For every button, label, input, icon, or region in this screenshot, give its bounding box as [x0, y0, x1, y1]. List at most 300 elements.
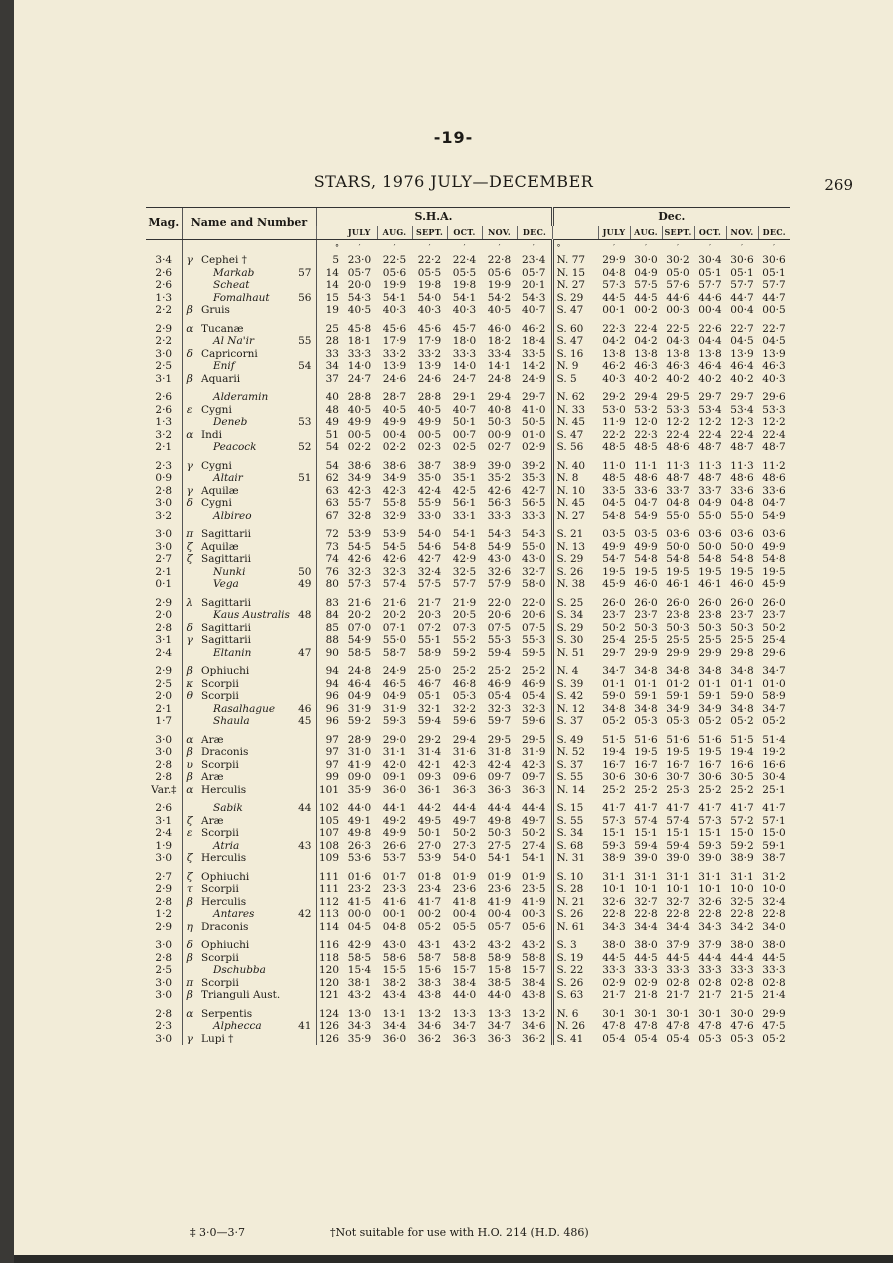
dec-minutes: 10·1 [602, 883, 626, 895]
star-name: Scorpii [201, 677, 239, 690]
sha-minutes: 46·5 [382, 677, 407, 690]
sha-minutes: 54·3 [522, 528, 546, 540]
sha-minutes: 13·9 [417, 360, 442, 372]
sha-minutes: 43·2 [347, 989, 372, 1001]
sha-minutes: 13·0 [347, 1007, 372, 1020]
star-name: Vega [213, 578, 239, 590]
dec-minutes: 19·4 [602, 746, 626, 758]
sha-minutes: 57·4 [382, 578, 407, 590]
dec-minutes: 33·6 [730, 484, 754, 497]
sha-minutes: 46·9 [487, 677, 512, 690]
dec-degrees: S. 37 [552, 759, 598, 772]
star-row [146, 815, 790, 828]
sha-minutes: 55·3 [487, 634, 512, 646]
star-magnitude: 2·4 [155, 646, 173, 659]
dec-degrees: N. 10 [552, 485, 598, 498]
dec-minutes: 49·9 [762, 540, 786, 553]
sha-minutes: 50·5 [522, 416, 546, 428]
sha-minutes: 41·9 [522, 895, 546, 908]
sha-minutes: 00·3 [522, 908, 546, 920]
sha-minutes: 07·5 [522, 621, 546, 634]
star-row [146, 690, 790, 703]
sha-minutes: 38·6 [347, 459, 372, 472]
dec-minutes: 31·1 [602, 870, 626, 883]
dec-minutes: 05·2 [762, 1032, 786, 1045]
star-number [290, 771, 316, 784]
star-name: Scorpii [201, 883, 239, 895]
dec-minutes: 50·0 [666, 540, 690, 553]
dec-minutes: 00·3 [666, 304, 690, 316]
dec-minutes: 54·8 [730, 553, 754, 565]
star-number [290, 429, 316, 442]
dec-minutes: 30·5 [730, 771, 754, 783]
dec-minutes: 16·6 [762, 758, 786, 771]
dec-minutes: 12·3 [730, 416, 754, 428]
sha-minutes: 27·4 [522, 839, 546, 852]
dec-degrees: S. 49 [552, 734, 598, 747]
dec-degrees: N. 12 [552, 703, 598, 716]
dec-minutes: 25·2 [698, 783, 722, 796]
star-bayer-letter: α [182, 1008, 197, 1021]
dec-minutes: 50·3 [634, 621, 658, 634]
sha-minutes: 44·0 [487, 989, 512, 1001]
dec-degrees: S. 63 [552, 989, 598, 1002]
sha-minutes: 35·9 [347, 1032, 372, 1045]
dec-degrees: S. 3 [552, 939, 598, 952]
star-number [290, 254, 316, 267]
star-number: 50 [298, 565, 312, 578]
dec-minutes: 22·3 [602, 322, 626, 335]
dec-degrees: N. 52 [552, 746, 598, 759]
sha-degrees: 97 [316, 746, 342, 759]
sha-minutes: 32·8 [347, 509, 372, 522]
sha-minutes: 27·0 [417, 839, 442, 852]
sha-minutes: 38·3 [417, 976, 442, 989]
sha-minutes: 01·7 [382, 870, 407, 883]
dec-minutes: 48·7 [698, 472, 722, 484]
star-number [290, 373, 316, 386]
dec-minutes: 19·5 [730, 565, 754, 578]
star-row [146, 759, 790, 772]
dec-minutes: 38·0 [634, 939, 658, 951]
sha-minutes: 33·3 [347, 347, 372, 360]
dec-minutes: 22·8 [730, 908, 754, 920]
dec-minutes: 29·5 [666, 391, 690, 403]
sha-minutes: 57·7 [452, 578, 477, 590]
star-magnitude: 2·3 [155, 459, 173, 472]
dec-minutes: 22·7 [762, 322, 786, 335]
dec-degrees: N. 62 [552, 391, 598, 404]
sha-minutes: 00·9 [487, 428, 512, 441]
sha-minutes: 43·2 [522, 939, 546, 951]
sha-minutes: 42·3 [382, 484, 407, 497]
star-name: Altair [213, 472, 243, 484]
dec-minutes: 53·2 [634, 403, 658, 416]
star-number [290, 597, 316, 610]
star-number [290, 871, 316, 884]
star-row [146, 1033, 790, 1046]
sha-minutes: 46·0 [487, 322, 512, 335]
dec-minutes: 34·8 [730, 665, 754, 677]
star-name: Serpentis [201, 1007, 253, 1020]
dec-minutes: 32·4 [762, 895, 786, 908]
dec-degrees: S. 21 [552, 528, 598, 541]
book-gutter [0, 0, 14, 1263]
star-number [290, 528, 316, 541]
dec-minutes: 33·3 [666, 964, 690, 976]
sha-minutes: 49·7 [522, 814, 546, 827]
star-bayer-letter: η [182, 921, 197, 934]
sha-minutes: 01·9 [487, 870, 512, 883]
sha-minutes: 59·6 [522, 715, 546, 727]
dec-minutes: 59·0 [730, 690, 754, 702]
dec-minutes: 29·9 [666, 646, 690, 659]
dec-month-header: NOV. [726, 226, 758, 240]
dec-minutes: 30·6 [730, 254, 754, 266]
sha-minutes: 34·7 [487, 1020, 512, 1032]
star-row [146, 665, 790, 678]
dec-degrees: N. 27 [552, 279, 598, 292]
sha-minutes: 40·8 [487, 403, 512, 416]
dec-minutes: 49·9 [634, 540, 658, 553]
dec-minutes: 23·8 [666, 609, 690, 621]
sha-minutes: 15·7 [522, 964, 546, 976]
sha-minutes: 29·4 [487, 391, 512, 403]
dec-minutes: 59·3 [698, 839, 722, 852]
dec-minutes: 30·0 [634, 254, 658, 266]
dec-minutes: 46·3 [666, 360, 690, 372]
dec-minutes: 54·8 [762, 553, 786, 565]
star-row [146, 429, 790, 442]
sha-minutes: 53·9 [382, 528, 407, 540]
star-name: Sagittarii [201, 553, 251, 565]
sha-minutes: 42·3 [522, 758, 546, 771]
dec-minutes: 31·1 [698, 870, 722, 883]
dec-minutes: 30·6 [602, 771, 626, 783]
sha-minutes: 13·3 [452, 1007, 477, 1020]
dec-minutes: 22·5 [666, 322, 690, 335]
star-bayer-letter [182, 840, 197, 853]
star-row [146, 254, 790, 267]
sha-minutes: 24·8 [487, 372, 512, 385]
sha-minutes: 29·5 [487, 733, 512, 746]
dec-degrees: S. 56 [552, 441, 598, 454]
star-bayer-letter: β [182, 896, 197, 909]
sha-minutes: 07·2 [417, 621, 442, 634]
dec-minutes: 05·4 [602, 1032, 626, 1045]
dec-minutes: 53·3 [666, 403, 690, 416]
dec-minutes: 10·1 [666, 883, 690, 895]
sha-degrees: 48 [316, 404, 342, 417]
star-magnitude: 2·6 [155, 403, 173, 416]
star-number [290, 964, 316, 977]
star-row [146, 939, 790, 952]
dec-minutes: 38·0 [602, 939, 626, 951]
sha-minutes: 49·9 [382, 827, 407, 839]
dec-minutes: 44·6 [698, 291, 722, 304]
sha-minutes: 21·9 [452, 596, 477, 609]
dec-minutes: 15·1 [602, 827, 626, 839]
dec-minutes: 02·8 [730, 976, 754, 989]
dec-minutes: 31·1 [634, 870, 658, 883]
dec-minutes: 33·7 [698, 484, 722, 497]
dec-minutes: 33·3 [698, 964, 722, 976]
star-row [146, 871, 790, 884]
star-number [290, 939, 316, 952]
dec-minutes: 46·0 [730, 578, 754, 590]
dec-minutes: 22·4 [762, 428, 786, 441]
star-row [146, 802, 790, 815]
dec-minutes: 04·4 [698, 335, 722, 347]
sha-minutes: 42·7 [522, 484, 546, 497]
sha-minutes: 59·4 [417, 715, 442, 727]
star-bayer-letter: γ [182, 485, 197, 498]
sha-minutes: 23·6 [487, 883, 512, 895]
sha-minutes: 58·5 [347, 646, 372, 659]
dec-minutes: 03·5 [602, 528, 626, 540]
dec-minutes: 59·1 [698, 690, 722, 702]
star-magnitude: 3·0 [155, 852, 173, 864]
sha-minutes: 01·8 [417, 870, 442, 883]
dec-minutes: 57·1 [762, 814, 786, 827]
sha-degrees: 72 [316, 528, 342, 541]
sha-minutes: 42·7 [417, 553, 442, 565]
star-bayer-letter: δ [182, 622, 197, 635]
sha-minutes: 21·6 [347, 596, 372, 609]
dec-minutes: 15·1 [666, 827, 690, 839]
dec-degrees: S. 42 [552, 690, 598, 703]
star-bayer-letter [182, 609, 197, 622]
sha-minutes: 43·8 [417, 989, 442, 1001]
minute-unit: ′ [645, 242, 647, 252]
sha-minutes: 55·9 [417, 497, 442, 509]
star-number [290, 734, 316, 747]
dec-minutes: 19·4 [730, 746, 754, 758]
dec-minutes: 10·0 [730, 883, 754, 895]
sha-minutes: 54·3 [522, 291, 546, 304]
dec-minutes: 25·4 [602, 634, 626, 646]
star-name: Capricorni [201, 347, 258, 360]
stars-table [146, 207, 790, 1045]
dec-minutes: 44·5 [762, 951, 786, 964]
star-row [146, 597, 790, 610]
dec-degrees: S. 22 [552, 964, 598, 977]
star-magnitude: 2·8 [155, 758, 173, 771]
sha-minutes: 46·7 [417, 677, 442, 690]
sha-minutes: 04·5 [347, 920, 372, 933]
dec-minutes: 25·2 [602, 783, 626, 796]
sha-minutes: 35·2 [487, 472, 512, 484]
sha-month-header: NOV. [482, 226, 517, 240]
sha-minutes: 28·8 [417, 391, 442, 403]
star-magnitude: 3·0 [155, 528, 173, 540]
sha-minutes: 38·6 [382, 459, 407, 472]
sha-degrees: 37 [316, 373, 342, 386]
dec-degrees: S. 30 [552, 634, 598, 647]
star-magnitude: 2·5 [155, 964, 173, 976]
sha-minutes: 40·3 [382, 304, 407, 316]
star-row [146, 977, 790, 990]
sha-minutes: 49·8 [487, 814, 512, 827]
sha-minutes: 54·6 [417, 540, 442, 553]
sha-minutes: 07·1 [382, 621, 407, 634]
sha-degrees: 111 [316, 883, 342, 896]
sha-month-header: OCT. [447, 226, 482, 240]
star-row [146, 734, 790, 747]
dec-minutes: 50·0 [730, 540, 754, 553]
star-magnitude: 2·9 [155, 665, 173, 677]
star-magnitude: 2·7 [155, 553, 173, 565]
dec-minutes: 16·6 [730, 758, 754, 771]
dec-minutes: 13·8 [634, 347, 658, 360]
star-number: 52 [298, 441, 312, 453]
sha-minutes: 55·1 [417, 634, 442, 646]
sha-minutes: 05·7 [522, 266, 546, 279]
sha-minutes: 36·2 [417, 1032, 442, 1045]
sha-minutes: 58·9 [487, 951, 512, 964]
sha-degrees: 112 [316, 896, 342, 909]
star-name: Sagittarii [201, 634, 251, 646]
dec-minutes: 13·9 [730, 347, 754, 360]
dec-minutes: 16·7 [698, 758, 722, 771]
sha-degrees: 25 [316, 323, 342, 336]
footnote: †Not suitable for use with H.O. 214 (H.D. 486) [330, 1226, 589, 1239]
sha-minutes: 56·5 [522, 497, 546, 509]
dec-minutes: 47·5 [762, 1020, 786, 1032]
sha-minutes: 42·4 [417, 484, 442, 497]
dec-minutes: 21·7 [602, 989, 626, 1001]
star-bayer-letter [182, 416, 197, 429]
dec-minutes: 45·9 [602, 578, 626, 590]
sha-minutes: 34·6 [522, 1020, 546, 1032]
sha-minutes: 40·5 [347, 304, 372, 316]
star-row [146, 715, 790, 728]
star-bayer-letter: γ [182, 460, 197, 473]
dec-degrees: S. 55 [552, 815, 598, 828]
star-number [290, 883, 316, 896]
sha-minutes: 40·7 [522, 304, 546, 316]
star-magnitude: 1·7 [155, 715, 173, 727]
star-number [290, 815, 316, 828]
star-magnitude: 3·0 [155, 1032, 173, 1045]
sha-minutes: 19·9 [382, 279, 407, 291]
sha-minutes: 15·4 [347, 964, 372, 976]
star-magnitude: 2·3 [155, 1020, 173, 1032]
star-bayer-letter [182, 703, 197, 716]
dec-minutes: 51·5 [602, 733, 626, 746]
minute-unit: ′ [613, 242, 615, 252]
dec-minutes: 34·2 [730, 920, 754, 933]
star-bayer-letter: α [182, 429, 197, 442]
dec-minutes: 46·2 [602, 360, 626, 372]
sha-minutes: 43·2 [452, 939, 477, 951]
dec-minutes: 04·8 [730, 497, 754, 509]
dec-minutes: 31·1 [666, 870, 690, 883]
star-number [290, 510, 316, 523]
dec-minutes: 12·2 [762, 416, 786, 428]
sha-minutes: 40·5 [487, 304, 512, 316]
star-row [146, 497, 790, 510]
dec-minutes: 39·0 [666, 852, 690, 864]
dec-degrees: S. 39 [552, 678, 598, 691]
dec-minutes: 00·4 [730, 304, 754, 316]
sha-minutes: 24·9 [522, 372, 546, 385]
dec-minutes: 10·1 [634, 883, 658, 895]
sha-minutes: 09·0 [347, 771, 372, 783]
dec-minutes: 46·3 [762, 360, 786, 372]
star-number: 51 [298, 472, 312, 484]
dec-minutes: 54·7 [602, 553, 626, 565]
sha-minutes: 46·9 [522, 677, 546, 690]
dec-minutes: 53·0 [602, 403, 626, 416]
dec-minutes: 48·7 [762, 441, 786, 453]
dec-minutes: 12·0 [634, 416, 658, 428]
dec-minutes: 54·9 [634, 509, 658, 522]
star-magnitude: 0·1 [155, 578, 173, 590]
sha-minutes: 32·3 [487, 702, 512, 715]
dec-minutes: 00·2 [634, 304, 658, 316]
star-number: 48 [298, 609, 312, 621]
dec-minutes: 19·5 [666, 746, 690, 758]
star-magnitude: 2·2 [155, 304, 173, 316]
sha-minutes: 20·1 [522, 279, 546, 291]
sha-minutes: 54·9 [487, 540, 512, 553]
sha-degrees: 19 [316, 304, 342, 317]
dec-degrees: S. 25 [552, 597, 598, 610]
sha-minutes: 22·5 [382, 254, 407, 266]
dec-minutes: 30·2 [666, 254, 690, 266]
dec-minutes: 13·8 [602, 347, 626, 360]
dec-degrees: S. 26 [552, 566, 598, 579]
minute-unit: ′ [358, 242, 361, 252]
sha-minutes: 58·0 [522, 578, 546, 590]
star-name: Scheat [213, 279, 250, 291]
dec-minutes: 29·9 [698, 646, 722, 659]
dec-minutes: 19·5 [666, 565, 690, 578]
star-name: Shaula [213, 715, 250, 727]
dec-minutes: 54·8 [698, 553, 722, 565]
sha-minutes: 46·2 [522, 322, 546, 335]
star-magnitude: 3·2 [155, 509, 173, 522]
star-magnitude: 1·3 [155, 416, 173, 428]
dec-minutes: 57·4 [666, 814, 690, 827]
dec-minutes: 40·2 [666, 372, 690, 385]
sha-minutes: 53·9 [347, 528, 372, 540]
sha-minutes: 45·8 [347, 322, 372, 335]
dec-minutes: 40·3 [762, 372, 786, 385]
sha-minutes: 23·4 [522, 254, 546, 266]
dec-minutes: 25·5 [666, 634, 690, 646]
sha-minutes: 21·7 [417, 596, 442, 609]
dec-minutes: 19·5 [634, 565, 658, 578]
star-magnitude: 3·2 [155, 428, 173, 441]
sha-minutes: 23·2 [347, 883, 372, 895]
sha-minutes: 00·7 [452, 428, 477, 441]
star-magnitude: 2·1 [155, 702, 173, 715]
dec-minutes: 53·3 [762, 403, 786, 416]
star-bayer-letter: υ [182, 759, 197, 772]
star-magnitude: 2·0 [155, 609, 173, 621]
star-name: Kaus Australis [213, 609, 290, 621]
sha-minutes: 32·9 [382, 509, 407, 522]
sha-minutes: 54·1 [487, 852, 512, 864]
sha-minutes: 15·7 [452, 964, 477, 976]
mag-header: Mag. [146, 208, 182, 240]
star-magnitude: 3·1 [155, 634, 173, 646]
dec-minutes: 23·7 [602, 609, 626, 621]
sha-minutes: 42·6 [382, 553, 407, 565]
sha-minutes: 18·2 [487, 335, 512, 347]
